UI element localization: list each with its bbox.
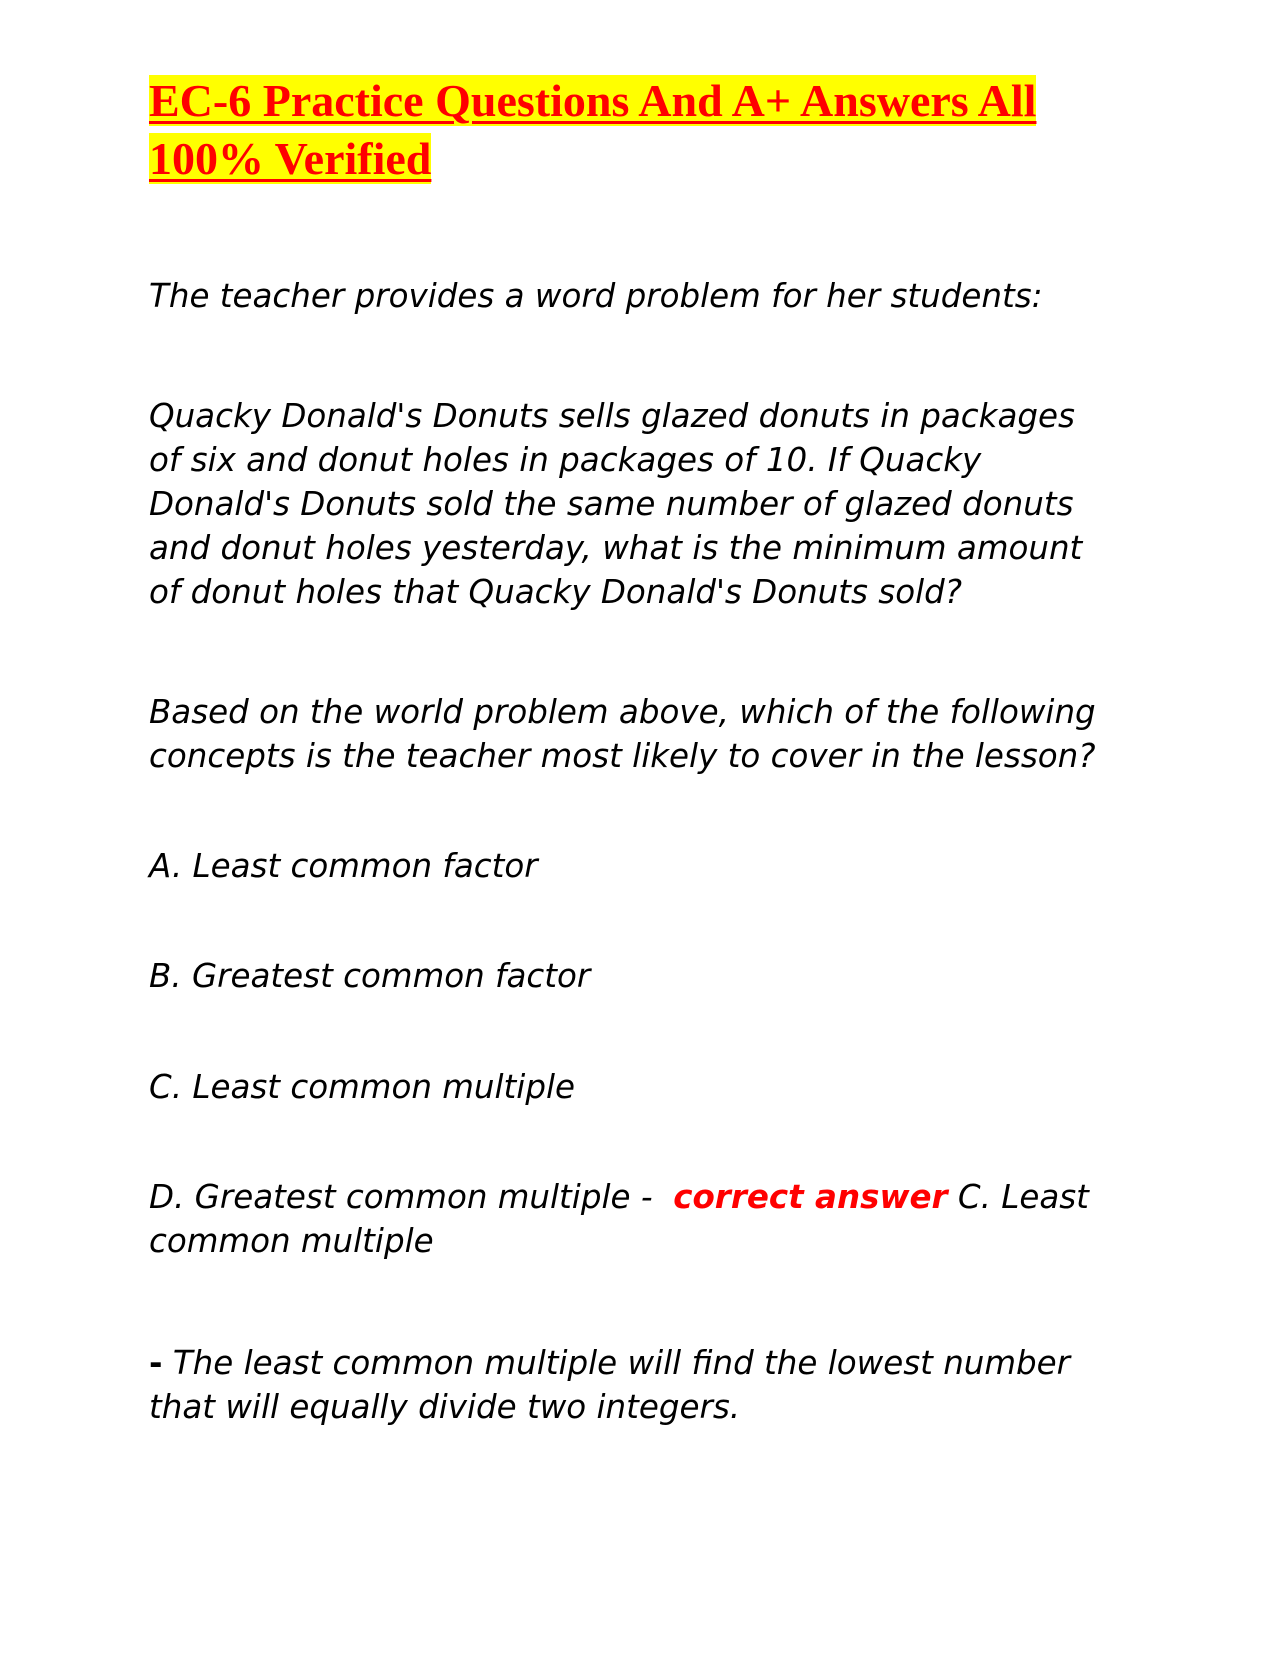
explanation-dash: -	[149, 1344, 163, 1382]
explanation-line-2: that will equally divide two integers.	[149, 1388, 741, 1426]
explanation	[149, 1341, 1149, 1429]
option-d: D. Greatest common multiple -	[149, 1178, 653, 1216]
intro-text: The teacher provides a word problem for her students:	[149, 277, 1043, 315]
answer-line-2: common multiple	[149, 1222, 434, 1260]
title-line-2: 100% Verified	[149, 133, 432, 184]
question-line-2: concepts is the teacher most likely to cover in the lesson?	[149, 737, 1096, 775]
problem-line-1: Quacky Donald's Donuts sells glazed donuts in packages	[149, 397, 1075, 435]
explanation-line-1: The least common multiple will find the lowest number	[162, 1344, 1071, 1382]
problem-line-4: and donut holes yesterday, what is the minimum amount	[149, 529, 1083, 567]
correct-answer-label: correct answer	[673, 1178, 948, 1216]
option-d-with-answer	[149, 1175, 1149, 1263]
problem-line-5: of donut holes that Quacky Donald's Donuts sold?	[149, 573, 963, 611]
problem-line-2: of six and donut holes in packages of 10. If Quacky	[149, 441, 982, 479]
word-problem	[149, 394, 1149, 614]
question-line-1: Based on the world problem above, which of the following	[149, 693, 1096, 731]
title-line-1: EC-6 Practice Questions And A+ Answers All	[149, 75, 1037, 126]
option-b: B. Greatest common factor	[149, 957, 591, 995]
document-title	[149, 72, 1149, 188]
option-c: C. Least common multiple	[149, 1068, 575, 1106]
question-text	[149, 690, 1149, 778]
option-a: A. Least common factor	[149, 847, 538, 885]
problem-line-3: Donald's Donuts sold the same number of glazed donuts	[149, 485, 1074, 523]
answer-line-1: C. Least	[947, 1178, 1089, 1216]
